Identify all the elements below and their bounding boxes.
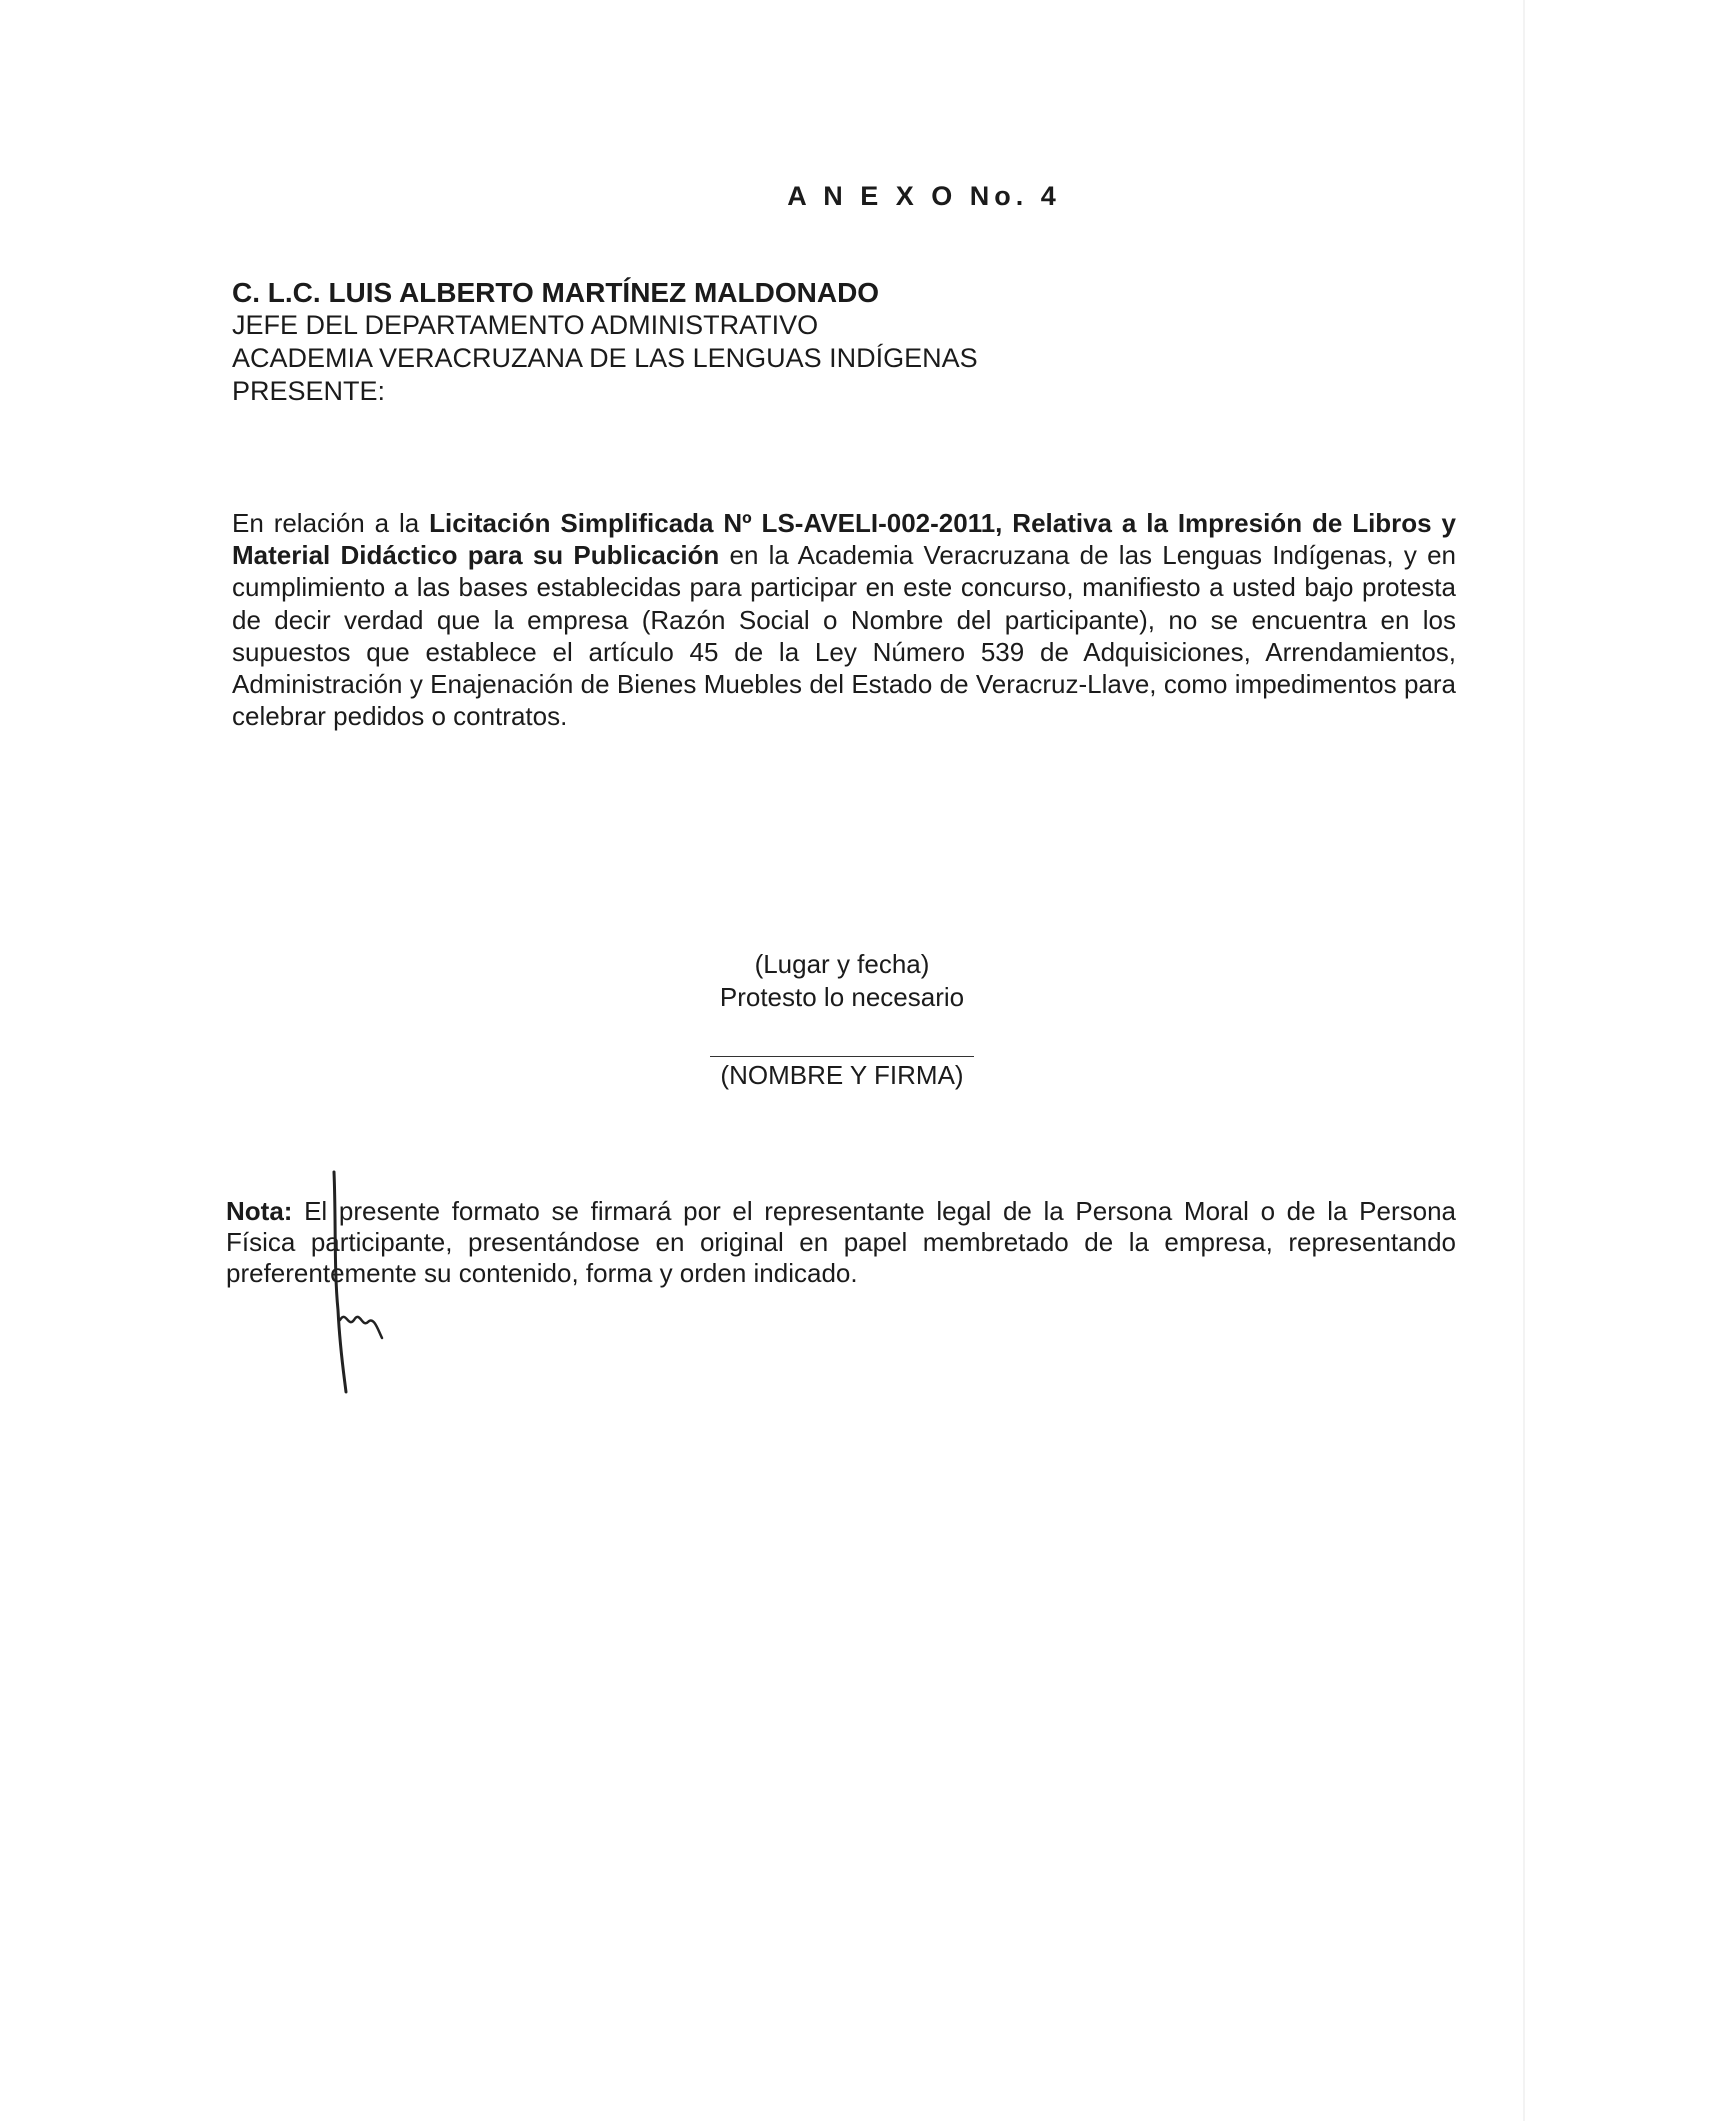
addressee-block (232, 276, 1232, 408)
addressee-salutation: PRESENTE: (232, 376, 386, 406)
body-intro: En relación a la (232, 508, 430, 538)
signature-block (642, 948, 1042, 1092)
addressee-position: JEFE DEL DEPARTAMENTO ADMINISTRATIVO (232, 310, 819, 340)
body-bold-reference: Licitación Simplificada Nº LS-AVELI-002-2011, Relativa a la Impresión de Libros y Material Didáctico para su Publicación (232, 508, 1456, 571)
signature-line (710, 1056, 974, 1057)
place-date-label: (Lugar y fecha) (754, 949, 930, 979)
protest-label: Protesto lo necesario (719, 982, 965, 1012)
name-signature-label: (NOMBRE Y FIRMA) (720, 1060, 964, 1090)
handwritten-signature (320, 1160, 440, 1400)
addressee-name: C. L.C. LUIS ALBERTO MARTÍNEZ MALDONADO (232, 277, 880, 308)
addressee-institution: ACADEMIA VERACRUZANA DE LAS LENGUAS INDÍGENAS (232, 343, 978, 373)
note-label: Nota: (226, 1196, 293, 1226)
body-paragraph (232, 507, 1456, 732)
page-edge-shadow (1523, 0, 1525, 2121)
body-rest: en la Academia Veracruzana de las Lenguas Indígenas, y en cumplimiento a las bases establecidas para participar en este concurso, manifiesto a usted bajo protesta de decir verdad que la empresa (Razón Social o Nombre del participante), no se encuentra en los supuestos que establece el artículo 45 de la Ley Número 539 de Adquisiciones, Arrendamientos, Administración y Enajenación de Bienes Muebles del Estado de Veracruz-Llave, como impedimentos para celebrar pedidos o contratos. (232, 540, 1456, 732)
document-title: A N E X O No. 4 (787, 181, 1061, 211)
note-text: El presente formato se firmará por el representante legal de la Persona Moral o de la Persona Física participante, presentándose en original en papel membretado de la empresa, representando preferentemente su contenido, forma y orden indicado. (226, 1196, 1456, 1288)
